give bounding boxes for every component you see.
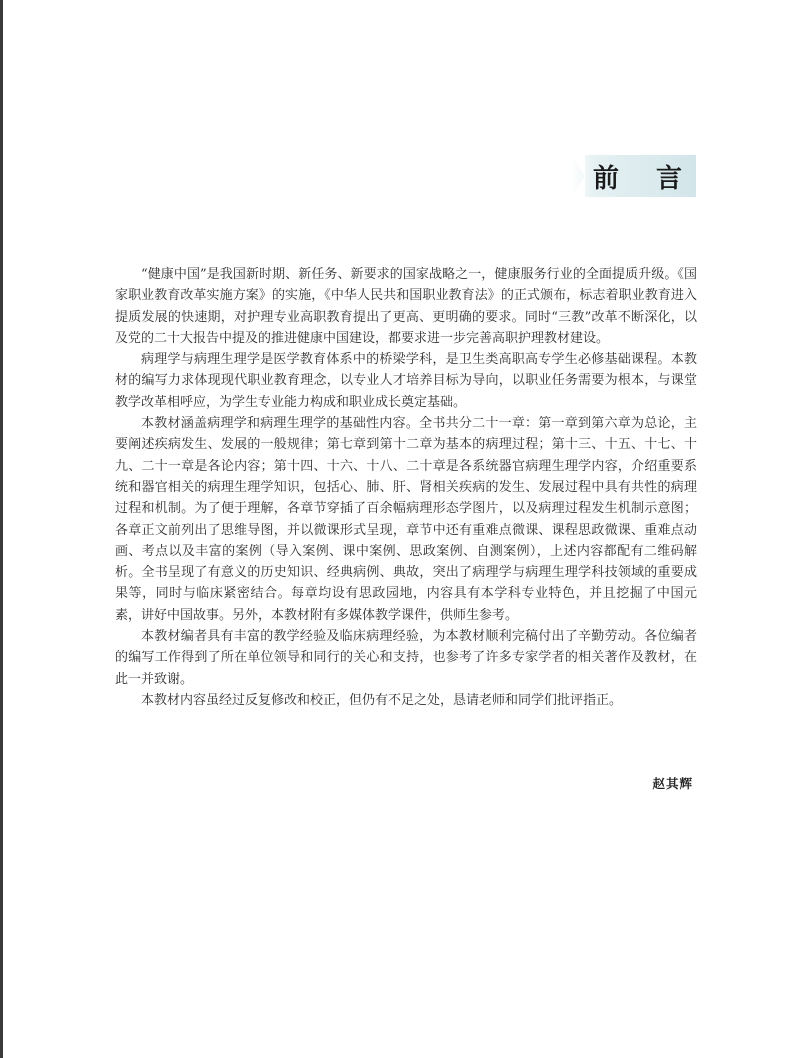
author-signature: 赵其辉 <box>652 776 693 791</box>
paragraph: 本教材内容虽经过反复修改和校正，但仍有不足之处，恳请老师和同学们批评指正。 <box>141 692 623 708</box>
paragraph: 病理学与病理生理学是医学教育体系中的桥梁学科，是卫生类高职高专学生必修基础课程。本教材的编写力求体现现代职业教育理念，以专业人才培养目标为导向，以职业任务需要为根本，与课堂教学改革相呼应，为学生专业能力构成和职业成长奠定基础。 <box>115 352 697 410</box>
preface-body <box>115 264 697 711</box>
paragraph: “健康中国”是我国新时期、新任务、新要求的国家战略之一，健康服务行业的全面提质升级。《国家职业教育改革实施方案》的实施，《中华人民共和国职业教育法》的正式颁布，标志着职业教育进入提质发展的快速期，对护理专业高职教育提出了更高、更明确的要求。同时“三教”改革不断深化，以及党的二十大报告中提及的推进健康中国建设，都要求进一步完善高职护理教材建设。 <box>115 267 697 346</box>
paragraph: 本教材编者具有丰富的教学经验及临床病理经验，为本教材顺利完稿付出了辛勤劳动。各位编者的编写工作得到了所在单位领导和同行的关心和支持，也参考了许多专家学者的相关著作及教材，在此一并致谢。 <box>115 629 697 687</box>
preface-title-banner <box>571 155 696 197</box>
page-title: 前 言 <box>592 163 696 194</box>
paragraph: 本教材涵盖病理学和病理生理学的基础性内容。全书共分二十一章：第一章到第六章为总论，主要阐述疾病发生、发展的一般规律；第七章到第十二章为基本的病理过程；第十三、十五、十七、十九、二十一章是各论内容；第十四、十六、十八、二十章是各系统器官病理生理学内容，介绍重要系统和器官相关的病理生理学知识，包括心、肺、肝、肾相关疾病的发生、发展过程中具有共性的病理过程和机制。为了便于理解，各章节穿插了百余幅病理形态学图片，以及病理过程发生机制示意图；各章正文前列出了思维导图，并以微课形式呈现，章节中还有重难点微课、课程思政微课、重难点动画、考点以及丰富的案例（导入案例、课中案例、思政案例、自测案例），上述内容都配有二维码解析。全书呈现了有意义的历史知识、经典病例、典故，突出了病理学与病理生理学科技领域的重要成果等，同时与临床紧密结合。每章均设有思政园地，内容具有本学科专业特色，并且挖掘了中国元素，讲好中国故事。另外，本教材附有多媒体教学课件，供师生参考。 <box>115 416 697 623</box>
page-edge-border <box>0 0 3 1058</box>
